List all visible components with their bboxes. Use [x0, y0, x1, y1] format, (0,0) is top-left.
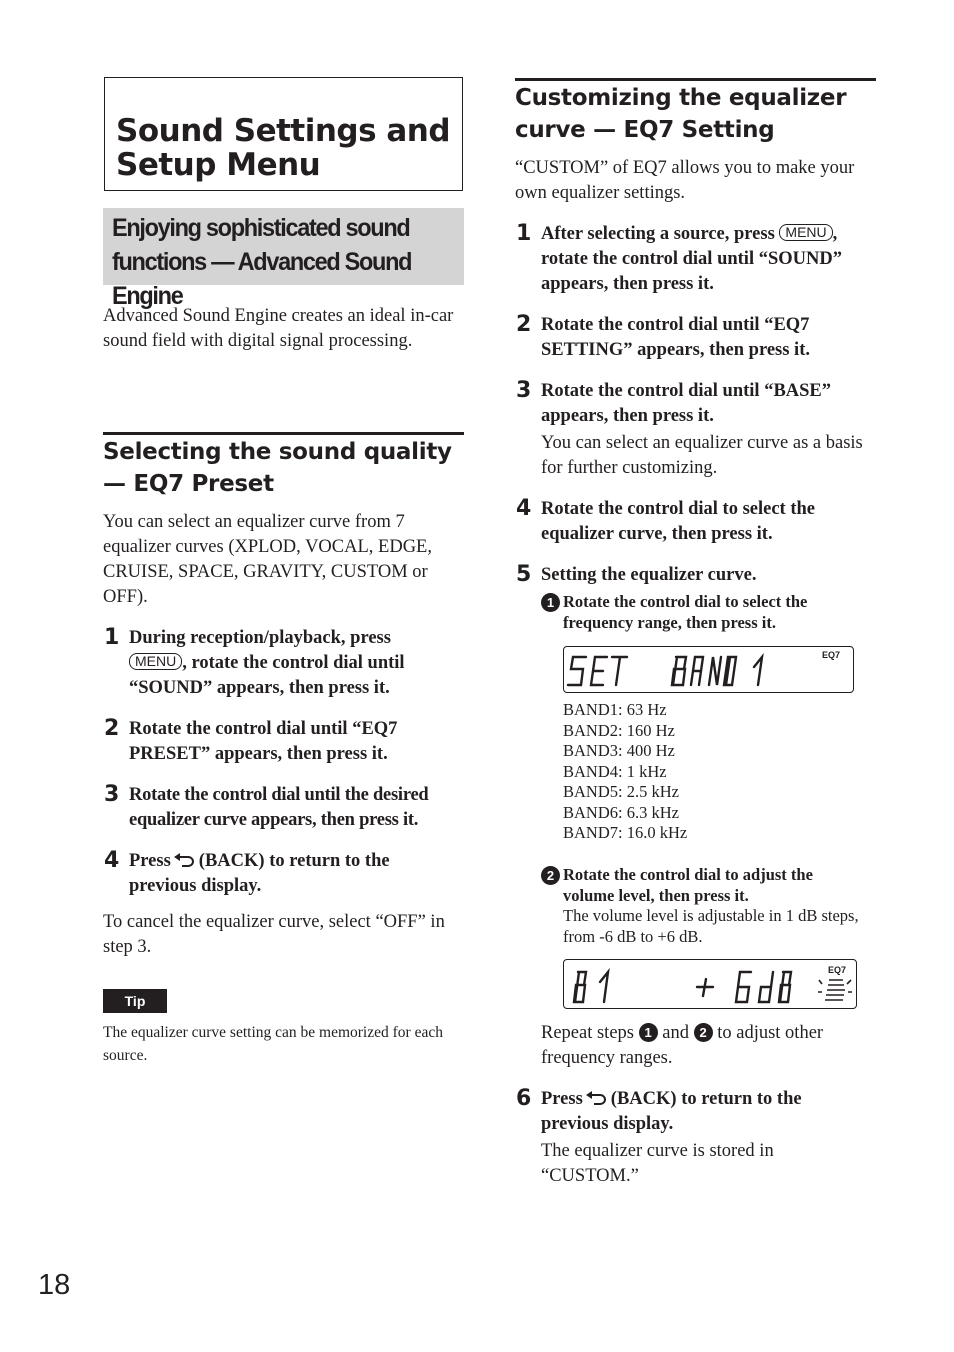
menu-button-icon: MENU: [129, 653, 182, 670]
band-item: BAND2: 160 Hz: [563, 720, 675, 740]
repeat-note: [541, 1021, 871, 1071]
lcd-display-band-level: [563, 959, 857, 1009]
page-number: 18: [38, 1269, 71, 1301]
substep-marker: 1: [639, 1023, 658, 1042]
step-number: 5: [516, 562, 532, 587]
band-item: BAND4: 1 kHz: [563, 761, 667, 781]
step-text: (BACK) to return to the previous display.: [129, 851, 390, 896]
setting-step-3: Rotate the control dial until “BASE” appears, then press it.: [541, 381, 832, 426]
step-text: During reception/playback, press: [129, 628, 391, 648]
step-text: Press: [129, 851, 171, 871]
eq7-preset-title: Selecting the sound quality — EQ7 Preset: [103, 439, 452, 497]
lcd-segment-text: [564, 647, 853, 692]
repeat-text: Repeat steps: [541, 1023, 634, 1043]
step-text: Press: [541, 1089, 583, 1109]
section-rule: [103, 432, 464, 435]
tip-label: Tip: [103, 989, 167, 1013]
band-item: BAND1: 63 Hz: [563, 700, 667, 719]
section-rule: [515, 78, 876, 81]
step-note: You can select an equalizer curve as a basis for further customizing.: [541, 433, 863, 478]
section-title: Enjoying sophisticated sound functions — Advanced Sound Engine: [112, 214, 412, 310]
preset-step-3: Rotate the control dial until the desired equalizer curve appears, then press it.: [129, 785, 429, 830]
band-item: BAND7: 16.0 kHz: [563, 823, 688, 842]
setting-step-5: Setting the equalizer curve.: [541, 565, 757, 585]
repeat-text: to adjust other frequency ranges.: [541, 1023, 824, 1068]
step-text: , rotate the control dial until “SOUND” appears, then press it.: [129, 653, 405, 698]
eq7-setting-intro: “CUSTOM” of EQ7 allows you to make your own equalizer settings.: [515, 158, 855, 203]
band-item: BAND6: 6.3 kHz: [563, 802, 679, 822]
preset-step-2: Rotate the control dial until “EQ7 PRESET” appears, then press it.: [129, 719, 398, 764]
substep-marker: 2: [694, 1023, 713, 1042]
step-number: 3: [516, 378, 532, 403]
setting-step-1: [541, 222, 881, 297]
step-text: , rotate the control dial until “SOUND” appears, then press it.: [541, 224, 842, 294]
setting-step-6: [541, 1087, 861, 1137]
band-list: [563, 700, 763, 844]
substep-2-note: The volume level is adjustable in 1 dB steps, from -6 dB to +6 dB.: [563, 906, 859, 946]
setting-step-2: Rotate the control dial until “EQ7 SETTING” appears, then press it.: [541, 315, 810, 360]
substep-marker: 1: [541, 593, 560, 613]
preset-step-4: [129, 849, 449, 899]
cancel-note: To cancel the equalizer curve, select “OFF” in step 3.: [103, 912, 445, 957]
step-number: 3: [104, 782, 120, 807]
step-number: 2: [516, 312, 532, 337]
step-number: 1: [104, 625, 120, 650]
setting-step-4: Rotate the control dial to select the equalizer curve, then press it.: [541, 499, 816, 544]
step-note: The equalizer curve is stored in “CUSTOM.”: [541, 1141, 774, 1186]
chapter-title: Sound Settings and Setup Menu: [116, 113, 451, 183]
substep-2-text: Rotate the control dial to adjust the volume level, then press it.: [563, 865, 813, 905]
step-text: (BACK) to return to the previous display.: [541, 1089, 802, 1134]
back-arrow-icon: [174, 853, 196, 867]
intro-paragraph: Advanced Sound Engine creates an ideal in-car sound field with digital signal processing.: [103, 306, 454, 351]
svg-text:EQ7: EQ7: [828, 965, 847, 975]
step-number: 6: [516, 1086, 532, 1111]
step-number: 2: [104, 716, 120, 741]
step-text: After selecting a source, press: [541, 224, 775, 244]
substep-1-text: Rotate the control dial to select the frequency range, then press it.: [563, 592, 808, 632]
repeat-text: and: [662, 1023, 689, 1043]
band-item: BAND5: 2.5 kHz: [563, 782, 679, 801]
band-item: BAND3: 400 Hz: [563, 741, 675, 760]
lcd-segment-text: [564, 960, 856, 1008]
step-number: 4: [104, 848, 120, 873]
eq7-preset-intro: You can select an equalizer curve from 7 equalizer curves (XPLOD, VOCAL, EDGE, CRUISE, SPACE, GRAVITY, CUSTOM or OFF).: [103, 512, 432, 607]
substep-marker: 2: [541, 866, 560, 886]
eq7-setting-title: Customizing the equalizer curve — EQ7 Setting: [515, 85, 847, 143]
step-number: 1: [516, 221, 532, 246]
menu-button-icon: MENU: [779, 224, 832, 241]
back-arrow-icon: [586, 1091, 608, 1105]
lcd-display-set-band: [563, 646, 854, 693]
svg-text:EQ7: EQ7: [822, 650, 841, 660]
step-number: 4: [516, 496, 532, 521]
tip-text: The equalizer curve setting can be memorized for each source.: [103, 1024, 443, 1064]
preset-step-1: [129, 626, 464, 701]
